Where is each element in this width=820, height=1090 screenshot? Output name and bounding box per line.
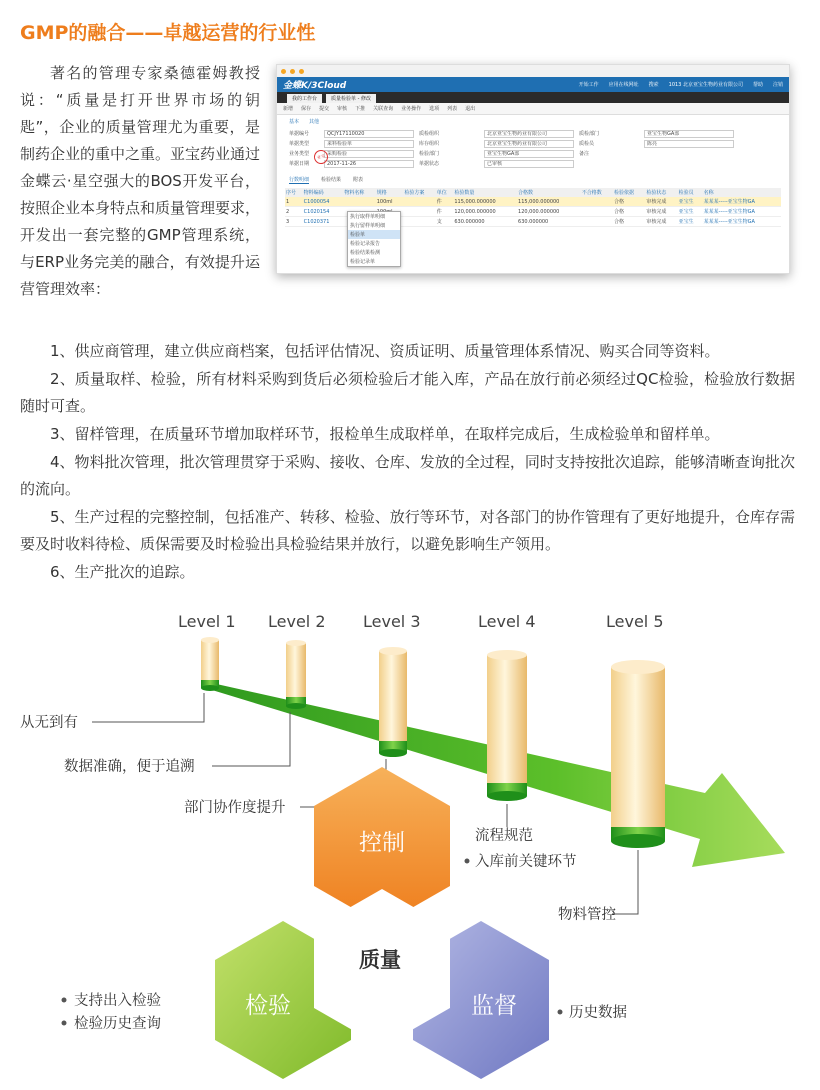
- table-cell: 2: [285, 207, 303, 217]
- form-label: 单据状态: [419, 161, 440, 167]
- table-cell: 合格: [613, 217, 645, 227]
- table-cell: 审核完成: [645, 197, 677, 207]
- hex-label: 检验: [245, 993, 291, 1019]
- app-tabs: [277, 92, 789, 103]
- table-cell: 亚宝生: [678, 197, 703, 207]
- table-header: 序号: [285, 188, 303, 197]
- feature-item: 4、物料批次管理，批次管理贯穿于采购、接收、仓库、发放的全过程，同时支持按批次追踪，能够清晰查询批次的流向。: [20, 453, 795, 498]
- feature-list: [20, 338, 795, 587]
- form-value: 陈亮: [644, 140, 734, 148]
- table-cell: 合格: [613, 207, 645, 217]
- form-value: 已审核: [484, 160, 574, 168]
- form-tab: 基本: [289, 119, 300, 125]
- table-cell: 合格: [613, 197, 645, 207]
- right-bullet: 历史数据: [569, 1005, 627, 1021]
- level-label: Level 4: [478, 612, 536, 631]
- table-cell: [581, 197, 613, 207]
- toolbar-item: 提交: [319, 106, 330, 112]
- form-value: 北京亚宝生物药业有限公司: [484, 130, 574, 138]
- bullet-dot: [558, 1010, 563, 1015]
- toolbar-item: 保存: [301, 106, 312, 112]
- feature-item: 6、生产批次的追踪。: [50, 563, 195, 581]
- callout-label: 部门协作度提升: [184, 800, 286, 816]
- stamp-text: 亚宝: [316, 152, 326, 161]
- callout-label: 流程规范: [475, 828, 533, 844]
- form-tabs: [277, 115, 789, 128]
- bullet-dot: [62, 1021, 67, 1026]
- toolbar-item: 关联查询: [373, 106, 394, 112]
- table-cell: 件: [436, 197, 454, 207]
- toolbar-item: 业务操作: [401, 106, 422, 112]
- form-label: 质检员: [579, 141, 595, 147]
- form-label: 质检组织: [419, 131, 440, 137]
- table-cell: [403, 217, 435, 227]
- table-cell: 亚宝生: [678, 207, 703, 217]
- table-cell: [403, 207, 435, 217]
- hex-label: 监督: [471, 993, 517, 1019]
- table-cell: 630.000000: [453, 217, 517, 227]
- app-tab: 我的工作台: [287, 94, 322, 103]
- cylinder-level-2: [286, 640, 306, 709]
- table-cell: 120,000.000000: [517, 207, 581, 217]
- flow-bullet: 入库前关键环节: [475, 854, 577, 870]
- form-value: 2017-11-26: [324, 160, 414, 168]
- intro-paragraph: [20, 60, 260, 303]
- header-link: 应用在线网址: [608, 82, 639, 88]
- line-tabs: [277, 170, 789, 186]
- form-label: 业务类型: [289, 151, 310, 157]
- table-cell: [343, 197, 375, 207]
- table-cell: 亚宝生: [678, 217, 703, 227]
- table-header: 单位: [436, 188, 454, 197]
- table-cell: C1020154: [303, 207, 344, 217]
- header-org: 1013 北京亚宝生物药业有限公司: [668, 82, 743, 88]
- table-cell: [581, 217, 613, 227]
- form-value: 采购检验: [324, 150, 414, 158]
- table-cell: 115,000.000000: [453, 197, 517, 207]
- table-cell: C1020371: [303, 217, 344, 227]
- form-label: 质检部门: [579, 131, 600, 137]
- level-label: Level 3: [363, 612, 421, 631]
- table-header: 检验数量: [453, 188, 517, 197]
- erp-screenshot: [276, 64, 790, 274]
- feature-item: 5、生产过程的完整控制，包括准产、转移、检验、放行等环节，对各部门的协作管理有了更好地提升，仓库存需要及时收料待检、质保需要及时检验出具检验结果并放行，以避免影响生产领用。: [20, 508, 795, 553]
- toolbar-item: 选项: [429, 106, 440, 112]
- table-cell: 630.000000: [517, 217, 581, 227]
- line-tab: 行数明细: [289, 177, 310, 183]
- form-label: [579, 160, 639, 168]
- level-label: Level 5: [606, 612, 664, 631]
- form-value: QCJY17110020: [324, 130, 414, 138]
- form-label: 备注: [579, 151, 590, 157]
- table-header: 名称: [703, 188, 781, 197]
- menu-item: 执行留样单明细: [350, 223, 386, 229]
- menu-item: 执行取样单明细: [350, 214, 386, 220]
- table-header: 物料名称: [343, 188, 375, 197]
- page-title: GMP的融合——卓越运营的行业性: [20, 22, 316, 44]
- table-cell: 120,000.000000: [453, 207, 517, 217]
- menu-item: 检验记录单: [350, 259, 376, 265]
- table-cell: 1: [285, 197, 303, 207]
- context-menu: [347, 211, 401, 267]
- bullet-dot: [62, 998, 67, 1003]
- intro-text: 著名的管理专家桑德霍姆教授说：“质量是打开世界市场的钥匙”，企业的质量管理尤为重要，是制药企业的重中之重。亚宝药业通过金蝶云·星空强大的BOS开发平台，按照企业本身特点和质量管理要求，开发出一套完整的GMP管理系统，与ERP业务完美的融合，有效提升运营管理效率：: [20, 64, 261, 298]
- feature-item: 1、供应商管理，建立供应商档案，包括评估情况、资质证明、质量管理体系情况、购买合同等资料。: [50, 342, 720, 360]
- line-tab: 检验结果: [321, 177, 342, 183]
- hex-label: 控制: [359, 830, 405, 856]
- table-header: 合格数: [517, 188, 581, 197]
- header-link: 帮助: [752, 82, 763, 88]
- callout-label: 从无到有: [20, 715, 78, 731]
- form-label: 库存组织: [419, 141, 440, 147]
- form-value: 亚宝生物GA部: [484, 150, 574, 158]
- app-toolbar: [277, 103, 789, 115]
- cylinder-level-5: [611, 660, 665, 848]
- level-label: Level 1: [178, 612, 236, 631]
- form-value: 亚宝生物GA部: [644, 130, 734, 138]
- table-cell: 3: [285, 217, 303, 227]
- table-cell: [403, 197, 435, 207]
- feature-item: 3、留样管理，在质量环节增加取样环节，报检单生成取样单，在取样完成后，生成检验单和留样单。: [50, 425, 720, 443]
- table-cell: 某某某-----亚宝生物GA: [703, 207, 781, 217]
- form-value: 北京亚宝生物药业有限公司: [484, 140, 574, 148]
- toolbar-item: 新增: [283, 106, 294, 112]
- app-logo: 金蝶K/3Cloud: [283, 81, 347, 91]
- menu-item: 检验结果检测: [350, 250, 381, 256]
- table-header: 检验员: [678, 188, 703, 197]
- table-cell: C1000054: [303, 197, 344, 207]
- left-bullet: 检验历史查询: [74, 1016, 161, 1032]
- table-header: 规格: [376, 188, 404, 197]
- table-header: 检验方案: [403, 188, 435, 197]
- header-link: 开始工作: [578, 82, 599, 88]
- cylinder-level-3: [379, 647, 407, 757]
- cylinder-level-1: [201, 637, 219, 691]
- toolbar-item: 列表: [447, 106, 458, 112]
- table-cell: 某某某-----亚宝生物GA: [703, 197, 781, 207]
- table-cell: 100ml: [376, 197, 404, 207]
- form-label: 单据日期: [289, 161, 310, 167]
- level-label: Level 2: [268, 612, 326, 631]
- callout-label: 物料管控: [558, 907, 616, 923]
- header-link: 注销: [772, 82, 783, 88]
- table-cell: 件: [436, 207, 454, 217]
- form-tab: 其他: [309, 119, 320, 125]
- table-header: 不合格数: [581, 188, 613, 197]
- toolbar-item: 退出: [465, 106, 476, 112]
- cylinder-level-4: [487, 650, 527, 801]
- table-cell: 某某某-----亚宝生物GA: [703, 217, 781, 227]
- gmp-level-diagram: [0, 595, 820, 1090]
- menu-item: 检验单: [348, 230, 400, 239]
- table-cell: 115,000.000000: [517, 197, 581, 207]
- table-cell: 审核完成: [645, 217, 677, 227]
- app-tab: 质量检验单 - 修改: [326, 94, 376, 103]
- center-label: 质量: [359, 948, 401, 972]
- window-controls: [277, 65, 789, 77]
- toolbar-item: 下推: [355, 106, 366, 112]
- feature-item: 2、质量取样、检验，所有材料采购到货后必须检验后才能入库，产品在放行前必须经过QC检验，检验放行数据随时可查。: [20, 370, 795, 415]
- table-cell: 支: [436, 217, 454, 227]
- table-row: [285, 197, 781, 207]
- app-header: [277, 77, 789, 92]
- menu-item: 检验记录报告: [350, 241, 381, 247]
- table-header: 检验状态: [645, 188, 677, 197]
- table-header: 物料编码: [303, 188, 344, 197]
- table-header: 检验依据: [613, 188, 645, 197]
- left-bullet: 支持出入检验: [74, 993, 161, 1009]
- form-value: 来料检验单: [324, 140, 414, 148]
- form-label: 单据编号: [289, 131, 310, 137]
- bullet-dot: [465, 859, 470, 864]
- form-label: 单据类型: [289, 141, 310, 147]
- header-link: 搜索: [648, 82, 659, 88]
- table-cell: 审核完成: [645, 207, 677, 217]
- callout-label: 数据准确，便于追溯: [64, 759, 195, 775]
- line-tab: 附表: [353, 177, 364, 183]
- header-form: [277, 128, 789, 170]
- toolbar-item: 审核: [337, 106, 348, 112]
- table-cell: [581, 207, 613, 217]
- form-label: 检验部门: [419, 151, 440, 157]
